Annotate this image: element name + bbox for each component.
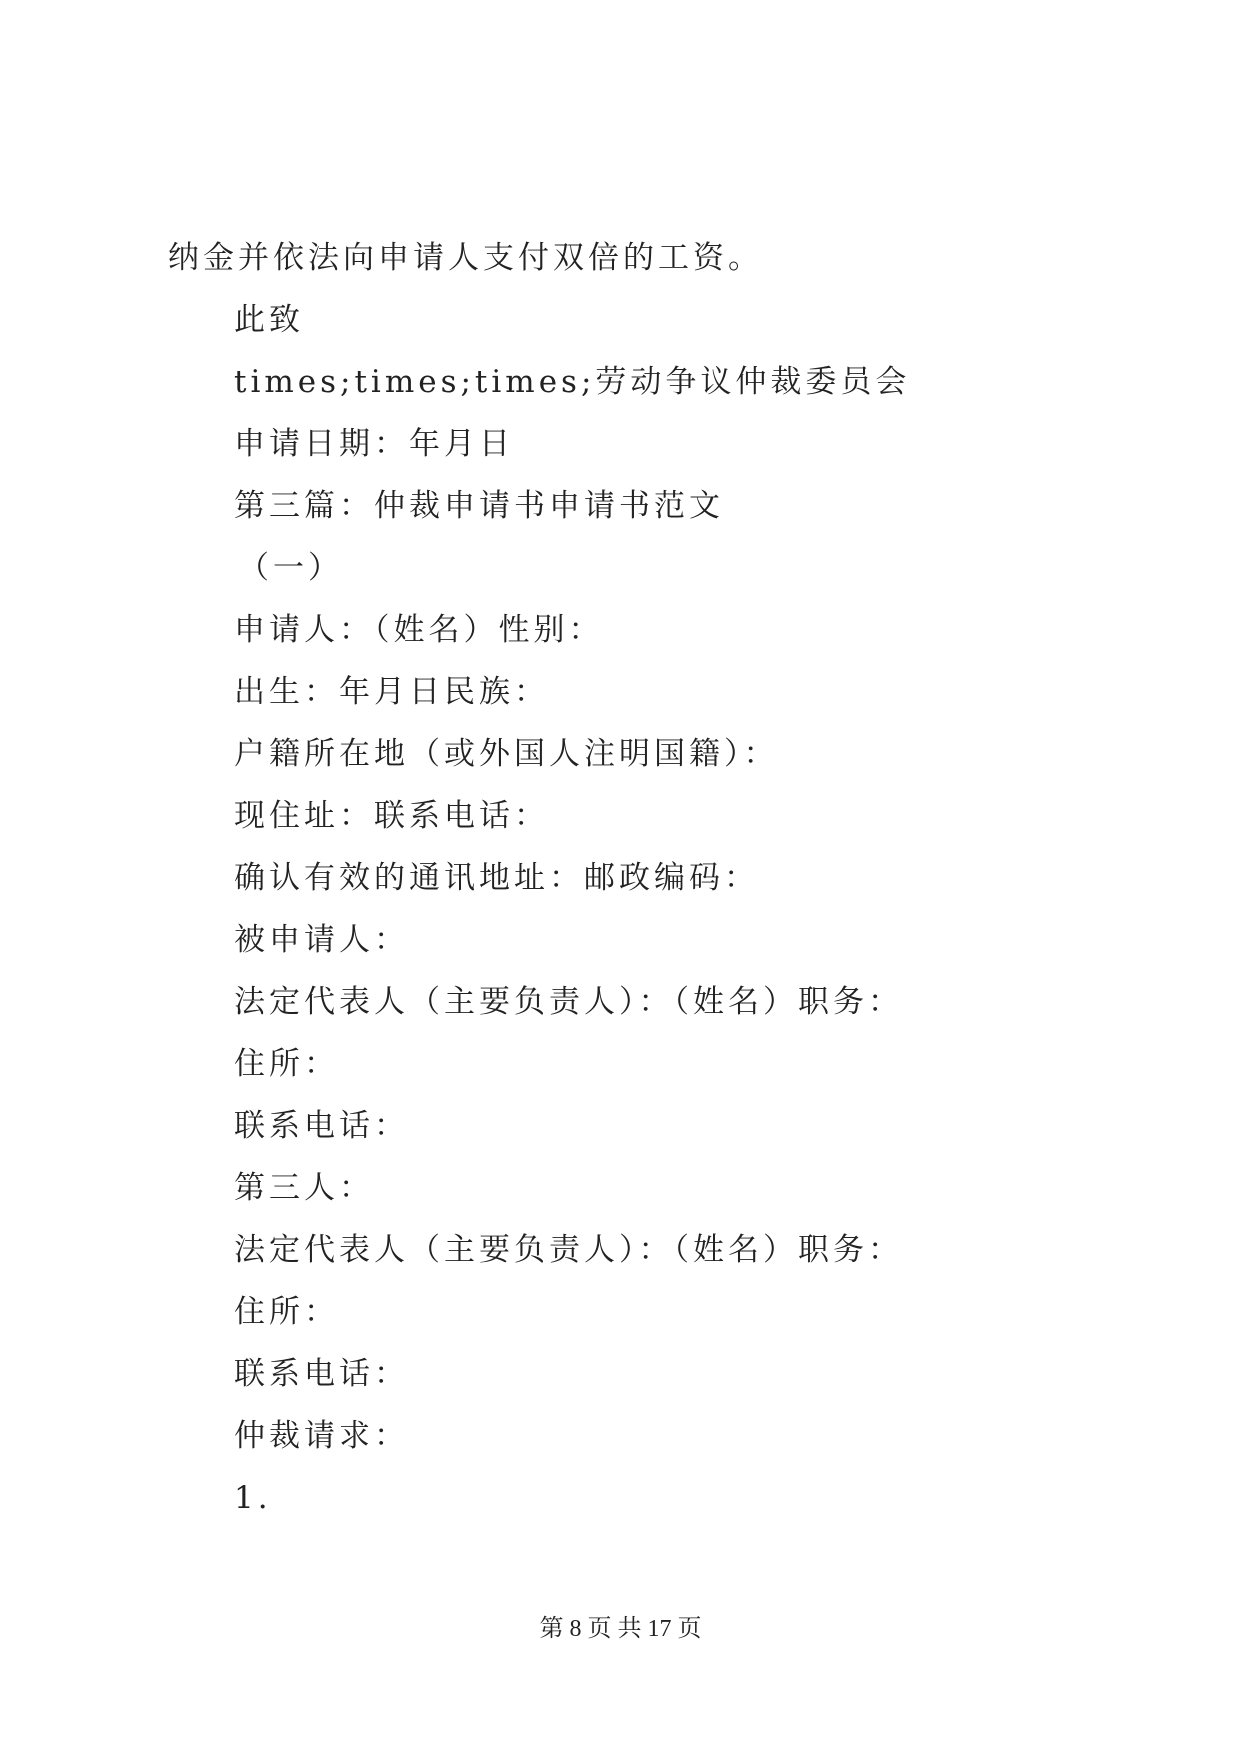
- text-line: 确认有效的通讯地址：邮政编码：: [234, 860, 759, 896]
- text-line: （一）: [238, 550, 343, 586]
- text-line: 户籍所在地（或外国人注明国籍）：: [234, 736, 779, 772]
- text-line: 申请人：（姓名）性别：: [234, 612, 604, 648]
- text-line: 联系电话：: [234, 1108, 409, 1144]
- text-line: 纳金并依法向申请人支付双倍的工资。: [168, 240, 763, 276]
- text-line: times;times;times;劳动争议仲裁委员会: [234, 364, 911, 400]
- text-line: 第三人：: [234, 1170, 374, 1206]
- list-item-number: 1.: [234, 1480, 272, 1516]
- text-line: 被申请人：: [234, 922, 409, 958]
- text-line: 联系电话：: [234, 1356, 409, 1392]
- text-line: 法定代表人（主要负责人）：（姓名）职务：: [234, 984, 903, 1020]
- section-heading: 第三篇：仲裁申请书申请书范文: [234, 488, 724, 524]
- text-line: 法定代表人（主要负责人）：（姓名）职务：: [234, 1232, 903, 1268]
- text-line: 仲裁请求：: [234, 1418, 409, 1454]
- page-number-footer: 第 8 页 共 17 页: [539, 1616, 702, 1642]
- text-line: 申请日期：年月日: [234, 426, 514, 462]
- text-line: 出生：年月日民族：: [234, 674, 549, 710]
- text-line: 现住址：联系电话：: [234, 798, 549, 834]
- text-line: 住所：: [234, 1046, 339, 1082]
- text-line: 此致: [234, 302, 304, 338]
- text-line: 住所：: [234, 1294, 339, 1330]
